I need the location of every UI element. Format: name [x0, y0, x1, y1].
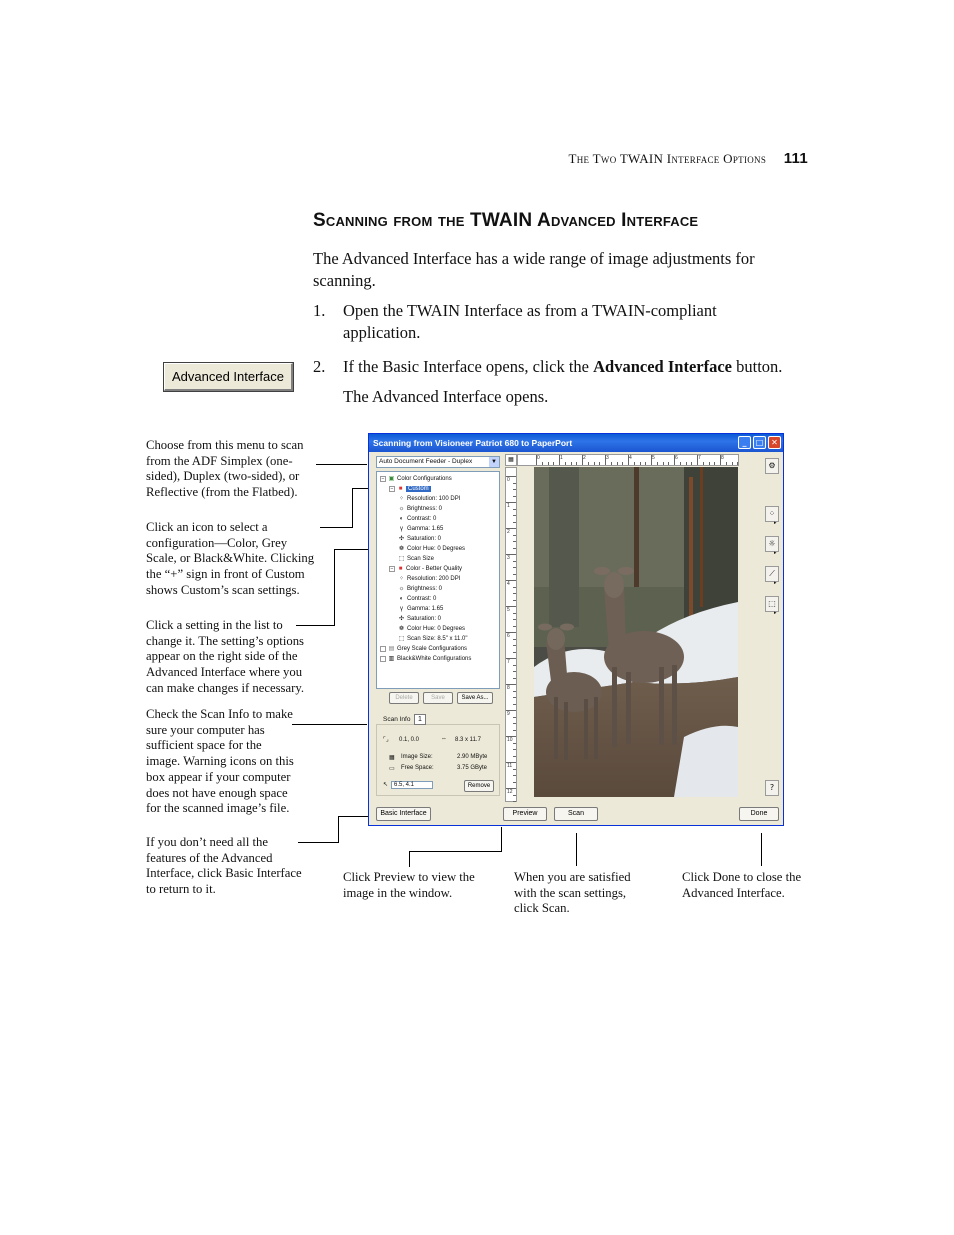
- scan-info-tab[interactable]: 1: [414, 714, 426, 725]
- ruler-tick: [640, 462, 641, 465]
- ruler-label: 0: [507, 477, 510, 483]
- ruler-tick: [513, 645, 516, 646]
- ruler-tick: [513, 691, 516, 692]
- ruler-label: 7: [507, 659, 510, 665]
- ruler-tick: [536, 455, 537, 465]
- leader-line: [501, 827, 502, 852]
- leader-line: [338, 816, 368, 817]
- ruler-label: 2: [507, 529, 510, 535]
- ruler-tick: [737, 462, 738, 465]
- tree-item-label: Resolution: 200 DPI: [407, 576, 461, 582]
- top-ruler: [517, 454, 739, 466]
- tree-item[interactable]: [398, 624, 465, 634]
- ruler-tick: [513, 509, 516, 510]
- configuration-tree[interactable]: [376, 471, 500, 689]
- tree-item-label: Gamma: 1.65: [407, 606, 444, 612]
- ruler-tick: [622, 462, 623, 465]
- sat-icon: ✣: [398, 535, 405, 542]
- ruler-tick: [553, 462, 554, 465]
- hue-icon: ❁: [398, 545, 405, 552]
- callout-basic: If you don’t need all the features of the Advanced Interface, click Basic Interface to return to it.: [146, 835, 302, 897]
- free-space-label: Free Space:: [401, 765, 434, 771]
- section-title: Scanning from the TWAIN Advanced Interface: [313, 210, 699, 231]
- leader-line: [296, 625, 334, 626]
- scan-info-label: Scan Info: [383, 716, 411, 723]
- expand-toggle-icon[interactable]: [380, 656, 386, 662]
- tree-item-label: Color Hue: 0 Degrees: [407, 626, 466, 632]
- ruler-tick: [732, 462, 733, 465]
- step-text-bold: Advanced Interface: [593, 357, 732, 376]
- step-1: [313, 300, 783, 344]
- ruler-tick: [513, 795, 516, 796]
- ruler-tick: [720, 455, 721, 465]
- ruler-tick: [697, 455, 698, 465]
- tree-item[interactable]: [380, 474, 452, 484]
- ruler-tick: [513, 697, 516, 698]
- step-text: Open the TWAIN Interface as from a TWAIN-compliant application.: [343, 301, 717, 342]
- running-header: [569, 150, 808, 167]
- tree-item[interactable]: [398, 514, 436, 524]
- ruler-tick: [651, 455, 652, 465]
- tree-item[interactable]: [398, 554, 434, 564]
- scan-origin: 0.1, 0.0: [399, 737, 420, 743]
- ruler-tick: [599, 462, 600, 465]
- dots-icon: ⁘: [398, 495, 405, 502]
- sun-icon: ☼: [398, 585, 405, 592]
- ruler-tick: [513, 613, 516, 614]
- cursor-position: 6.5, 4.1: [391, 781, 433, 789]
- remove-button[interactable]: Remove: [464, 780, 494, 792]
- tree-item[interactable]: [398, 534, 441, 544]
- tree-item[interactable]: [389, 564, 462, 574]
- maximize-icon[interactable]: □: [753, 436, 766, 449]
- step-text-after: button.: [732, 357, 783, 376]
- ruler-label: 7: [698, 455, 701, 461]
- leader-line: [409, 851, 501, 852]
- ruler-tick: [513, 749, 516, 750]
- ruler-tick: [513, 567, 516, 568]
- ruler-tick: [588, 462, 589, 465]
- leader-line: [352, 488, 353, 528]
- ruler-label: 6: [675, 455, 678, 461]
- ruler-tick: [513, 730, 516, 731]
- ruler-tick: [634, 462, 635, 465]
- leader-line: [316, 464, 367, 465]
- ruler-tick: [576, 462, 577, 465]
- tree-item[interactable]: [398, 494, 460, 504]
- image-size-value: 2.90 MByte: [457, 754, 488, 760]
- gamma-icon[interactable]: ⟋: [765, 566, 779, 582]
- tree-item[interactable]: [398, 634, 468, 644]
- window-title-bar: [369, 434, 783, 452]
- left-ruler: [505, 467, 517, 802]
- step-text-before: If the Basic Interface opens, click the: [343, 357, 594, 376]
- ruler-tick: [513, 574, 516, 575]
- tree-item-label: Gamma: 1.65: [407, 526, 444, 532]
- ruler-label: 1: [560, 455, 563, 461]
- ruler-tick: [542, 462, 543, 465]
- source-select-value: Auto Document Feeder - Duplex: [379, 458, 473, 465]
- settings-icon[interactable]: ⚙: [765, 458, 779, 474]
- basic-interface-button[interactable]: Basic Interface: [376, 807, 431, 821]
- ruler-tick: [506, 554, 516, 555]
- leader-line: [298, 842, 338, 843]
- ruler-label: 8: [507, 685, 510, 691]
- ruler-tick: [709, 462, 710, 465]
- callout-icon: Click an icon to select a configuration—Color, Grey Scale, or Black&White. Clicking the “+” sign in front of Custom shows Custom’s scan settings.: [146, 520, 315, 597]
- ruler-tick: [506, 710, 516, 711]
- ruler-tick: [513, 801, 516, 802]
- cursor-icon: ↖: [383, 782, 389, 788]
- ruler-tick: [506, 762, 516, 763]
- ruler-tick: [513, 496, 516, 497]
- ruler-tick: [605, 455, 606, 465]
- expand-toggle-icon[interactable]: −: [390, 486, 394, 492]
- tree-item[interactable]: [398, 614, 441, 624]
- tree-item-label: Saturation: 0: [407, 536, 442, 542]
- tree-item[interactable]: [380, 644, 467, 654]
- ruler-tick: [513, 626, 516, 627]
- ruler-tick: [668, 462, 669, 465]
- scan-button[interactable]: Scan: [554, 807, 598, 821]
- tree-item-label: Brightness: 0: [407, 586, 443, 592]
- tree-item[interactable]: [398, 504, 442, 514]
- tree-item-label: Color - Better Quality: [406, 566, 463, 572]
- image-size-icon: ▦: [389, 755, 395, 761]
- size-icon: ⇔: [441, 736, 447, 742]
- ruler-tick: [657, 462, 658, 465]
- ruler-corner-icon[interactable]: ▦: [505, 454, 517, 466]
- step-2: [313, 356, 813, 378]
- bw-icon: ▥: [388, 655, 395, 662]
- expand-toggle-icon[interactable]: −: [390, 566, 394, 572]
- leader-line: [409, 851, 410, 867]
- page-number: 111: [783, 150, 808, 167]
- leader-line: [338, 816, 339, 843]
- resolution-icon[interactable]: ⁘: [765, 506, 779, 522]
- tree-item-label: Color Configurations: [397, 476, 452, 482]
- chevron-right-icon[interactable]: ▸: [774, 520, 777, 526]
- half-icon: ◐: [399, 595, 404, 602]
- ruler-label: 4: [507, 581, 510, 587]
- ruler-label: 3: [606, 455, 609, 461]
- running-title: The Two TWAIN Interface Options: [568, 151, 767, 166]
- gamma-icon: γ: [400, 605, 403, 612]
- chevron-right-icon[interactable]: ▸: [774, 610, 777, 616]
- ruler-label: 12: [507, 789, 513, 795]
- ruler-tick: [513, 489, 516, 490]
- leader-line: [292, 724, 367, 725]
- ruler-tick: [513, 769, 516, 770]
- color-icon: ■: [398, 485, 403, 492]
- origin-icon: ⌜⌟: [383, 737, 389, 743]
- ruler-tick: [513, 704, 516, 705]
- tree-item-label: Custom: [408, 486, 429, 492]
- ruler-tick: [513, 600, 516, 601]
- ruler-tick: [513, 535, 516, 536]
- ruler-tick: [691, 462, 692, 465]
- expand-toggle-icon[interactable]: −: [381, 476, 385, 482]
- ruler-label: 10: [507, 737, 513, 743]
- image-size-label: Image Size:: [401, 754, 433, 760]
- half-icon: ◐: [399, 515, 404, 522]
- step-number: 1.: [313, 301, 326, 320]
- ruler-tick: [513, 717, 516, 718]
- ruler-tick: [513, 782, 516, 783]
- ruler-tick: [645, 462, 646, 465]
- ruler-tick: [513, 756, 516, 757]
- scan-size-icon[interactable]: ⬚: [765, 596, 779, 612]
- ruler-tick: [726, 462, 727, 465]
- ruler-tick: [594, 462, 595, 465]
- ruler-label: 1: [507, 503, 510, 509]
- ruler-label: 2: [583, 455, 586, 461]
- sat-icon: ✣: [398, 615, 405, 622]
- delete-button[interactable]: Delete: [389, 692, 419, 704]
- free-space-value: 3.75 GByte: [457, 765, 488, 771]
- disk-icon: ▭: [389, 766, 395, 772]
- preview-button[interactable]: Preview: [503, 807, 547, 821]
- tree-item-label: Brightness: 0: [407, 506, 443, 512]
- tree-item-label: Color Hue: 0 Degrees: [407, 546, 466, 552]
- ruler-tick: [506, 684, 516, 685]
- tree-item-label: Saturation: 0: [407, 616, 442, 622]
- ruler-label: 6: [507, 633, 510, 639]
- tree-item[interactable]: [380, 654, 471, 664]
- ruler-tick: [506, 658, 516, 659]
- ruler-tick: [506, 606, 516, 607]
- advanced-interface-window: [368, 433, 784, 826]
- ruler-tick: [617, 462, 618, 465]
- size-icon: ⬚: [398, 555, 405, 562]
- tree-item-label: Contrast: 0: [407, 596, 437, 602]
- callout-setting: Click a setting in the list to change it. The setting’s options appear on the right side of the Advanced Interface where you can make changes if necessary.: [146, 618, 305, 695]
- advanced-interface-button-image: Advanced Interface: [164, 363, 293, 391]
- ruler-tick: [513, 652, 516, 653]
- leader-line: [761, 833, 762, 866]
- ruler-tick: [663, 462, 664, 465]
- tree-item-label: Scan Size: 8.5" x 11.0": [407, 636, 468, 642]
- ruler-tick: [513, 723, 516, 724]
- tree-item[interactable]: [398, 594, 436, 604]
- tree-item[interactable]: [389, 484, 431, 494]
- ruler-tick: [611, 462, 612, 465]
- callout-scaninfo: Check the Scan Info to make sure your computer has sufficient space for the image. Warning icons on this box appear if your computer does not have enough space for the scanned image’s file.: [146, 707, 294, 816]
- save-button[interactable]: Save: [423, 692, 453, 704]
- ruler-tick: [513, 593, 516, 594]
- deer-photo: [534, 467, 738, 797]
- tree-item[interactable]: [398, 604, 443, 614]
- done-button[interactable]: Done: [739, 807, 779, 821]
- step-number: 2.: [313, 357, 326, 376]
- tree-item-label: Scan Size: [407, 556, 435, 562]
- tree-item-label: Black&White Configurations: [397, 656, 472, 662]
- source-select[interactable]: [376, 456, 500, 468]
- ruler-tick: [513, 743, 516, 744]
- ruler-tick: [513, 515, 516, 516]
- ruler-label: 11: [507, 763, 513, 769]
- tree-item-label: Contrast: 0: [407, 516, 437, 522]
- ruler-tick: [506, 502, 516, 503]
- leader-line: [576, 833, 577, 866]
- expand-toggle-icon[interactable]: [380, 646, 386, 652]
- chevron-down-icon[interactable]: ▼: [489, 457, 499, 467]
- step-2-result: The Advanced Interface opens.: [343, 387, 549, 406]
- ruler-tick: [513, 548, 516, 549]
- size-icon: ⬚: [398, 635, 405, 642]
- leader-line: [352, 488, 368, 489]
- ruler-tick: [506, 528, 516, 529]
- ruler-label: 5: [652, 455, 655, 461]
- ruler-tick: [513, 587, 516, 588]
- ruler-tick: [680, 462, 681, 465]
- color-icon: ■: [398, 565, 403, 572]
- leader-line: [320, 527, 352, 528]
- callout-menu: Choose from this menu to scan from the ADF Simplex (one-sided), Duplex (two-sided), or Reflective (from the Flatbed).: [146, 438, 304, 500]
- folder-icon: ▣: [388, 475, 395, 482]
- ruler-tick: [686, 462, 687, 465]
- ruler-tick: [506, 476, 516, 477]
- tree-item[interactable]: [398, 524, 443, 534]
- ruler-label: 3: [507, 555, 510, 561]
- ruler-tick: [513, 775, 516, 776]
- tree-item[interactable]: [398, 574, 460, 584]
- intro-paragraph: The Advanced Interface has a wide range of image adjustments for scanning.: [313, 249, 755, 290]
- ruler-tick: [513, 541, 516, 542]
- leader-line: [334, 549, 368, 550]
- ruler-tick: [548, 462, 549, 465]
- chevron-right-icon[interactable]: ▸: [774, 550, 777, 556]
- ruler-tick: [506, 788, 516, 789]
- ruler-tick: [571, 462, 572, 465]
- ruler-tick: [513, 639, 516, 640]
- ruler-tick: [559, 455, 560, 465]
- ruler-tick: [582, 455, 583, 465]
- ruler-tick: [513, 678, 516, 679]
- ruler-tick: [674, 455, 675, 465]
- preview-image[interactable]: [534, 467, 738, 797]
- sun-icon: ☼: [398, 505, 405, 512]
- dots-icon: ⁘: [398, 575, 405, 582]
- ruler-tick: [513, 561, 516, 562]
- ruler-tick: [513, 522, 516, 523]
- ruler-tick: [703, 462, 704, 465]
- save-as-button[interactable]: Save As...: [457, 692, 493, 704]
- ruler-tick: [506, 736, 516, 737]
- brightness-icon[interactable]: ☼: [765, 536, 779, 552]
- ruler-tick: [513, 665, 516, 666]
- callout-scan: When you are satisfied with the scan settings, click Scan.: [514, 870, 631, 916]
- ruler-label: 5: [507, 607, 510, 613]
- ruler-label: 9: [507, 711, 510, 717]
- tree-item[interactable]: [398, 544, 465, 554]
- ruler-tick: [628, 455, 629, 465]
- ruler-tick: [506, 632, 516, 633]
- callout-done: Click Done to close the Advanced Interface.: [682, 870, 802, 900]
- tree-item-label: Grey Scale Configurations: [397, 646, 468, 652]
- ruler-tick: [513, 483, 516, 484]
- grey-icon: ▤: [388, 645, 395, 652]
- ruler-tick: [506, 580, 516, 581]
- help-icon[interactable]: ?: [765, 780, 779, 796]
- scan-size: 8.3 x 11.7: [455, 737, 481, 743]
- minimize-icon[interactable]: _: [738, 436, 751, 449]
- ruler-tick: [513, 671, 516, 672]
- tree-item[interactable]: [398, 584, 442, 594]
- leader-line: [334, 549, 335, 626]
- ruler-label: 4: [629, 455, 632, 461]
- hue-icon: ❁: [398, 625, 405, 632]
- gamma-icon: γ: [400, 525, 403, 532]
- close-icon[interactable]: ✕: [768, 436, 781, 449]
- tree-item-label: Resolution: 100 DPI: [407, 496, 461, 502]
- ruler-tick: [565, 462, 566, 465]
- ruler-tick: [714, 462, 715, 465]
- ruler-label: 8: [721, 455, 724, 461]
- chevron-right-icon[interactable]: ▸: [774, 580, 777, 586]
- window-title: Scanning from Visioneer Patriot 680 to PaperPort: [373, 438, 573, 448]
- callout-preview: Click Preview to view the image in the window.: [343, 870, 475, 900]
- ruler-label: 0: [537, 455, 540, 461]
- ruler-tick: [513, 619, 516, 620]
